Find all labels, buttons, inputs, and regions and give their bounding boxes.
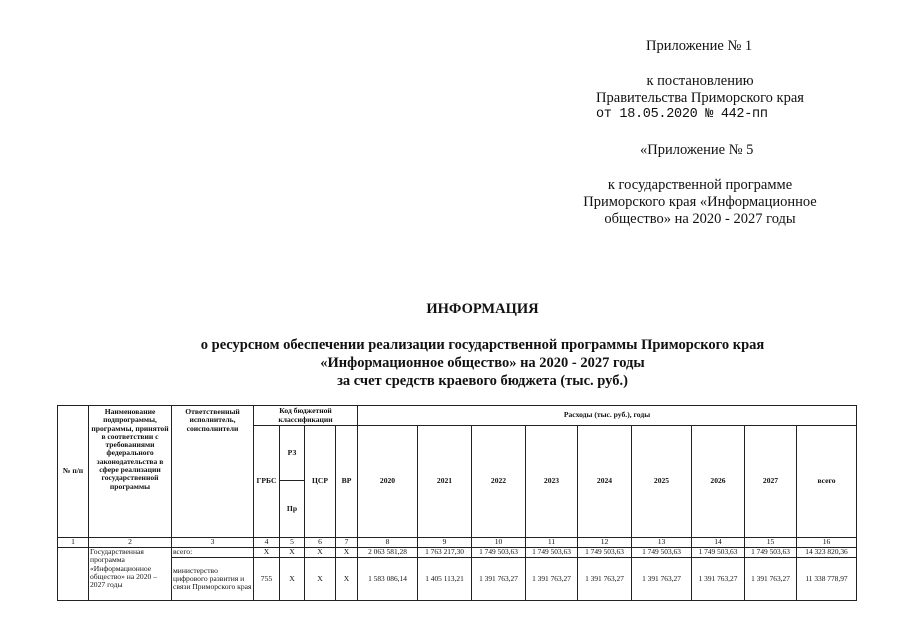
program-name: Государственная программа «Информационное общество» на 2020 – 2027 годы — [89, 548, 172, 601]
appendix5-title: «Приложение № 5 — [640, 142, 754, 158]
value-cell: 1 391 763,27 — [692, 558, 745, 601]
cell-grbs: X — [254, 548, 280, 558]
cell-vr: X — [336, 558, 358, 601]
header-year: 2025 — [632, 426, 692, 538]
table-row — [58, 548, 857, 558]
header-budget-code: Код бюджетной классификации — [254, 406, 358, 426]
value-cell: 1 749 503,63 — [632, 548, 692, 558]
colnum: 8 — [358, 538, 418, 548]
value-cell: 1 749 503,63 — [472, 548, 526, 558]
header-executor: Ответственный исполнитель, соисполнители — [172, 406, 254, 538]
header-total: всего — [797, 426, 857, 538]
appendix5-line1: к государственной программе — [607, 177, 793, 193]
executor-total: всего: — [172, 548, 254, 558]
colnum: 12 — [578, 538, 632, 548]
colnum: 3 — [172, 538, 254, 548]
value-cell: 2 063 581,28 — [358, 548, 418, 558]
value-cell: 1 391 763,27 — [632, 558, 692, 601]
resource-table — [57, 405, 857, 601]
header-vr: ВР — [336, 426, 358, 538]
colnum: 11 — [526, 538, 578, 548]
colnum: 9 — [418, 538, 472, 548]
doc-title: ИНФОРМАЦИЯ — [426, 301, 539, 317]
value-cell: 1 749 503,63 — [526, 548, 578, 558]
cell-rzpr: X — [280, 558, 305, 601]
doc-subtitle-1: о ресурсном обеспечении реализации государственной программы Приморского края — [200, 337, 765, 353]
header-num: № п/п — [58, 406, 89, 538]
cell-vr: X — [336, 548, 358, 558]
colnum: 7 — [336, 538, 358, 548]
header-year: 2021 — [418, 426, 472, 538]
header-expenses: Расходы (тыс. руб.), годы — [358, 406, 857, 426]
value-cell: 14 323 820,36 — [797, 548, 857, 558]
value-cell: 1 749 503,63 — [578, 548, 632, 558]
header-csr: ЦСР — [305, 426, 336, 538]
colnum: 6 — [305, 538, 336, 548]
executor-ministry: министерство цифрового развития и связи Приморского края — [172, 558, 254, 601]
value-cell: 1 391 763,27 — [745, 558, 797, 601]
appendix-to-resolution: к постановлению — [646, 73, 754, 89]
value-cell: 1 391 763,27 — [472, 558, 526, 601]
header-name: Наименование подпрограммы, программы, принятой в соответствии с требованиями федерального законодательства в сфере реализации государственной программы — [89, 406, 172, 538]
header-year: 2022 — [472, 426, 526, 538]
colnum: 13 — [632, 538, 692, 548]
colnum: 16 — [797, 538, 857, 548]
colnum: 1 — [58, 538, 89, 548]
header-pr: Пр — [280, 481, 305, 538]
cell-grbs: 755 — [254, 558, 280, 601]
value-cell: 1 391 763,27 — [526, 558, 578, 601]
appendix-number: Приложение № 1 — [646, 38, 753, 54]
appendix5-line3: общество» на 2020 - 2027 годы — [604, 211, 796, 227]
value-cell: 1 583 086,14 — [358, 558, 418, 601]
header-year: 2027 — [745, 426, 797, 538]
header-year: 2020 — [358, 426, 418, 538]
header-rz: РЗ — [280, 426, 305, 481]
cell-csr: X — [305, 558, 336, 601]
header-year: 2026 — [692, 426, 745, 538]
appendix-date-number: от 18.05.2020 № 442-пп — [596, 107, 768, 122]
cell-rzpr: X — [280, 548, 305, 558]
appendix-government: Правительства Приморского края — [596, 90, 804, 106]
value-cell: 1 391 763,27 — [578, 558, 632, 601]
colnum: 2 — [89, 538, 172, 548]
colnum: 4 — [254, 538, 280, 548]
table-row — [58, 558, 857, 601]
value-cell: 1 405 113,21 — [418, 558, 472, 601]
colnum: 15 — [745, 538, 797, 548]
value-cell: 1 763 217,30 — [418, 548, 472, 558]
doc-subtitle-3: за счет средств краевого бюджета (тыс. руб.) — [337, 373, 628, 389]
colnum: 14 — [692, 538, 745, 548]
colnum: 10 — [472, 538, 526, 548]
cell-csr: X — [305, 548, 336, 558]
value-cell: 1 749 503,63 — [745, 548, 797, 558]
value-cell: 11 338 778,97 — [797, 558, 857, 601]
colnum: 5 — [280, 538, 305, 548]
appendix5-line2: Приморского края «Информационное — [583, 194, 817, 210]
doc-subtitle-2: «Информационное общество» на 2020 - 2027 годы — [320, 355, 645, 371]
header-grbs: ГРБС — [254, 426, 280, 538]
header-year: 2023 — [526, 426, 578, 538]
value-cell: 1 749 503,63 — [692, 548, 745, 558]
header-year: 2024 — [578, 426, 632, 538]
